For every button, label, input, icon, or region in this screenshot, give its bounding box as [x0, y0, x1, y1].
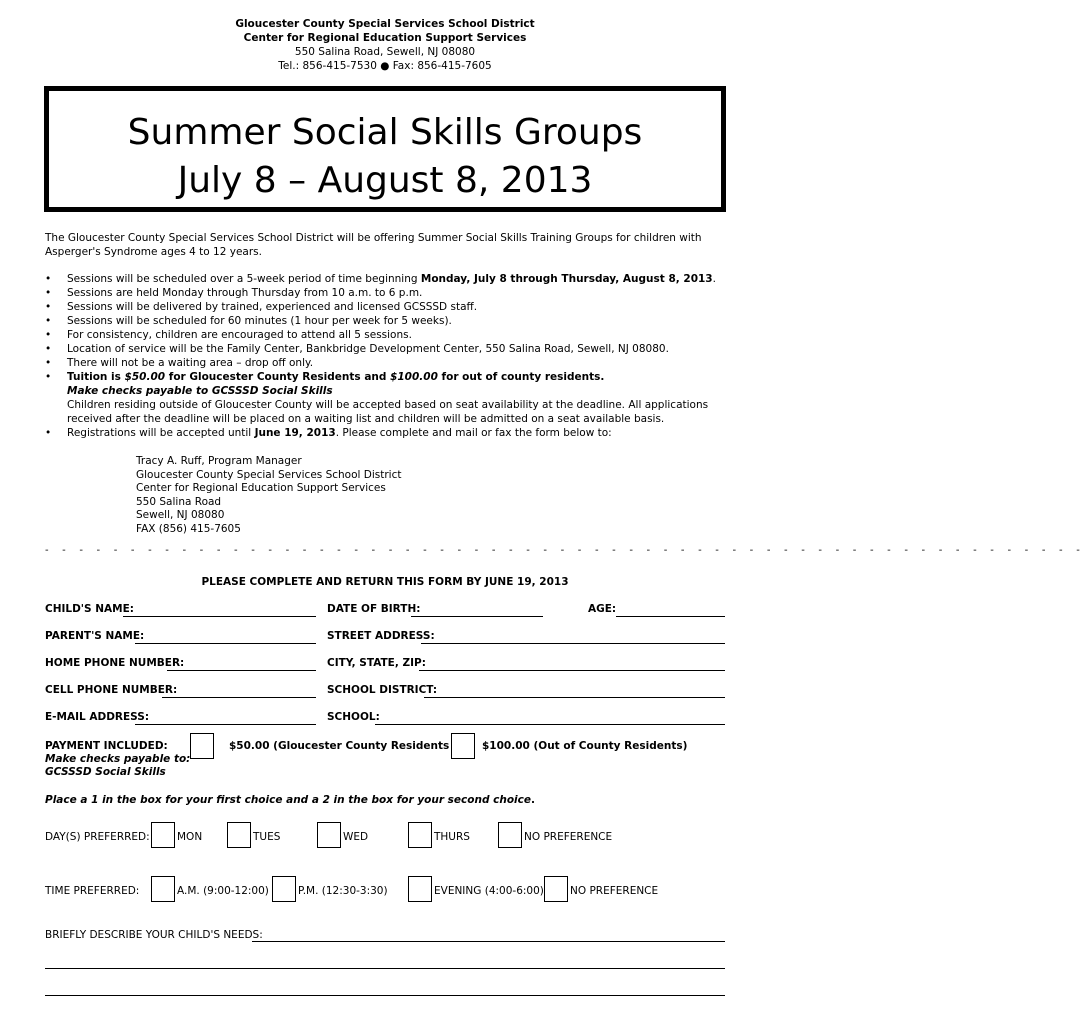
email-label: E-MAIL ADDRESS: — [45, 711, 150, 723]
choice-instruction — [45, 794, 535, 806]
payment-100-checkbox[interactable] — [451, 733, 475, 759]
tuition-price-local: $50.00 — [124, 371, 166, 383]
cell-phone-label: CELL PHONE NUMBER: — [45, 684, 178, 696]
day-mon-checkbox[interactable] — [151, 822, 175, 848]
bullet-text: Registrations will be accepted until — [67, 427, 255, 439]
describe-needs-line-3[interactable] — [45, 983, 725, 996]
center-name: Center for Regional Education Support Services — [243, 32, 527, 44]
tuition-checks-note: Make checks payable to GCSSSD Social Skills — [67, 385, 333, 397]
payment-checks-line1: Make checks payable to: — [45, 753, 191, 765]
letterhead — [0, 17, 770, 73]
day-mon-label: MON — [177, 831, 203, 843]
payment-50-label: $50.00 (Gloucester County Residents — [229, 740, 450, 752]
bullet-text: Sessions will be delivered by trained, experienced and licensed GCSSSD staff. — [67, 301, 478, 313]
bullet-icon: • — [45, 301, 52, 313]
day-tues-checkbox[interactable] — [227, 822, 251, 848]
time-pm-label: P.M. (12:30-3:30) — [298, 885, 388, 897]
district-name: Gloucester County Special Services School District — [235, 18, 535, 30]
payment-label: PAYMENT INCLUDED: — [45, 740, 168, 752]
title-line-1: Summer Social Skills Groups — [127, 112, 643, 153]
time-preferred-label: TIME PREFERRED: — [45, 885, 140, 897]
bullet-icon: • — [45, 343, 52, 355]
bullet-text: There will not be a waiting area – drop off only. — [67, 357, 314, 369]
time-no-preference-label: NO PREFERENCE — [570, 885, 659, 897]
contact-name: Tracy A. Ruff, Program Manager — [136, 455, 302, 467]
bullet-duration — [45, 314, 735, 328]
contact-fax: FAX (856) 415-7605 — [136, 522, 241, 535]
bullet-registration — [45, 426, 735, 440]
day-thurs-label: THURS — [434, 831, 470, 843]
school-district-label: SCHOOL DISTRICT: — [327, 684, 438, 696]
bullet-icon: • — [45, 273, 52, 285]
childs-name-label: CHILD'S NAME: — [45, 603, 134, 615]
bullet-text: Sessions will be scheduled over a 5-week period of time beginning — [67, 273, 421, 285]
street-address-field[interactable] — [421, 631, 725, 644]
title-box — [44, 86, 726, 212]
day-wed-checkbox[interactable] — [317, 822, 341, 848]
time-evening-checkbox[interactable] — [408, 876, 432, 902]
age-label: AGE: — [588, 603, 617, 615]
time-am-label: A.M. (9:00-12:00) — [177, 885, 269, 897]
payment-50-checkbox[interactable] — [190, 733, 214, 759]
bullet-icon: • — [45, 329, 52, 341]
day-no-preference-label: NO PREFERENCE — [524, 831, 613, 843]
payment-checks-line2: GCSSSD Social Skills — [45, 766, 166, 778]
contact-center: Center for Regional Education Support Services — [136, 482, 386, 494]
bullet-text: Sessions will be scheduled for 60 minutes (1 hour per week for 5 weeks). — [67, 315, 452, 327]
time-pm-checkbox[interactable] — [272, 876, 296, 902]
days-preferred-label: DAY(S) PREFERRED: — [45, 831, 150, 843]
bullet-consistency — [45, 328, 735, 342]
bullet-text: Location of service will be the Family Center, Bankbridge Development Center, 550 Salina Road, Sewell, NJ 08080. — [67, 343, 669, 355]
bullet-tuition — [45, 370, 735, 426]
email-field[interactable] — [135, 712, 316, 725]
school-district-field[interactable] — [424, 685, 725, 698]
cell-phone-field[interactable] — [162, 685, 316, 698]
choice-instruction-period: . — [531, 794, 535, 806]
contact-org: Gloucester County Special Services School District — [136, 468, 402, 481]
bullet-hours — [45, 286, 735, 300]
time-evening-label: EVENING (4:00-6:00) — [434, 885, 544, 897]
bullet-icon: • — [45, 371, 52, 383]
home-phone-label: HOME PHONE NUMBER: — [45, 657, 185, 669]
bullet-icon: • — [45, 357, 52, 369]
dob-label: DATE OF BIRTH: — [327, 603, 421, 615]
title-line-2: July 8 – August 8, 2013 — [177, 160, 593, 201]
age-field[interactable] — [616, 604, 725, 617]
bullet-waiting — [45, 356, 735, 370]
bullet-icon: • — [45, 315, 52, 327]
home-phone-field[interactable] — [167, 658, 316, 671]
tuition-text: for out of county residents. — [437, 371, 605, 383]
day-thurs-checkbox[interactable] — [408, 822, 432, 848]
time-am-checkbox[interactable] — [151, 876, 175, 902]
time-no-preference-checkbox[interactable] — [544, 876, 568, 902]
city-state-zip-label: CITY, STATE, ZIP: — [327, 657, 426, 669]
tuition-residency-note: Children residing outside of Gloucester County will be accepted based on seat availability at the deadline. All applications received after the deadline will be placed on a waiting list and children will be admitted on a seat available basis. — [67, 399, 709, 425]
bullet-text: Sessions are held Monday through Thursday from 10 a.m. to 6 p.m. — [67, 287, 423, 299]
info-bullet-list — [45, 272, 735, 440]
describe-needs-field[interactable] — [252, 929, 725, 942]
bullet-location — [45, 342, 735, 356]
dob-field[interactable] — [411, 604, 543, 617]
bullet-text: For consistency, children are encouraged to attend all 5 sessions. — [67, 329, 412, 341]
contact-street: 550 Salina Road — [136, 495, 222, 508]
payment-100-label: $100.00 (Out of County Residents) — [482, 740, 688, 752]
tuition-text: Tuition is — [67, 371, 125, 383]
letterhead-address: 550 Salina Road, Sewell, NJ 08080 — [294, 46, 476, 58]
bullet-schedule — [45, 272, 735, 286]
mailing-address — [136, 455, 402, 536]
childs-name-field[interactable] — [123, 604, 316, 617]
tuition-price-out: $100.00 — [390, 371, 438, 383]
form-heading: PLEASE COMPLETE AND RETURN THIS FORM BY JUNE 19, 2013 — [201, 576, 569, 588]
day-tues-label: TUES — [253, 831, 281, 843]
day-wed-label: WED — [343, 831, 369, 843]
describe-needs-label: BRIEFLY DESCRIBE YOUR CHILD'S NEEDS: — [45, 929, 263, 941]
bullet-icon: • — [45, 287, 52, 299]
school-field[interactable] — [375, 712, 725, 725]
bullet-staff — [45, 300, 735, 314]
street-address-label: STREET ADDRESS: — [327, 630, 435, 642]
contact-city: Sewell, NJ 08080 — [136, 509, 225, 521]
parents-name-field[interactable] — [135, 631, 316, 644]
intro-paragraph: The Gloucester County Special Services School District will be offering Summer Social Skills Training Groups for children with Asperger's Syndrome ages 4 to 12 years. — [45, 232, 702, 258]
bullet-bold-text: June 19, 2013 — [254, 427, 336, 439]
letterhead-contact: Tel.: 856-415-7530 ● Fax: 856-415-7605 — [278, 60, 492, 72]
bullet-text: . — [712, 273, 716, 285]
describe-needs-line-2[interactable] — [45, 956, 725, 969]
school-label: SCHOOL: — [327, 711, 380, 723]
day-no-preference-checkbox[interactable] — [498, 822, 522, 848]
cut-line: - - - - - - - - - - - - - - - - - - - - - - - - - - - - - - - - - - - - - - - - - - - - - - - - - - - - - - - - - - - - - — [45, 545, 1085, 556]
bullet-bold-text: Monday, July 8 through Thursday, August 8, 2013 — [420, 273, 713, 285]
tuition-text: for Gloucester County Residents and — [165, 371, 391, 383]
choice-instruction-text: Place a 1 in the box for your first choice and a 2 in the box for your second choice — [45, 794, 531, 806]
city-state-zip-field[interactable] — [419, 658, 725, 671]
bullet-text: . Please complete and mail or fax the form below to: — [335, 427, 612, 439]
parents-name-label: PARENT'S NAME: — [45, 630, 145, 642]
bullet-icon: • — [45, 427, 52, 439]
